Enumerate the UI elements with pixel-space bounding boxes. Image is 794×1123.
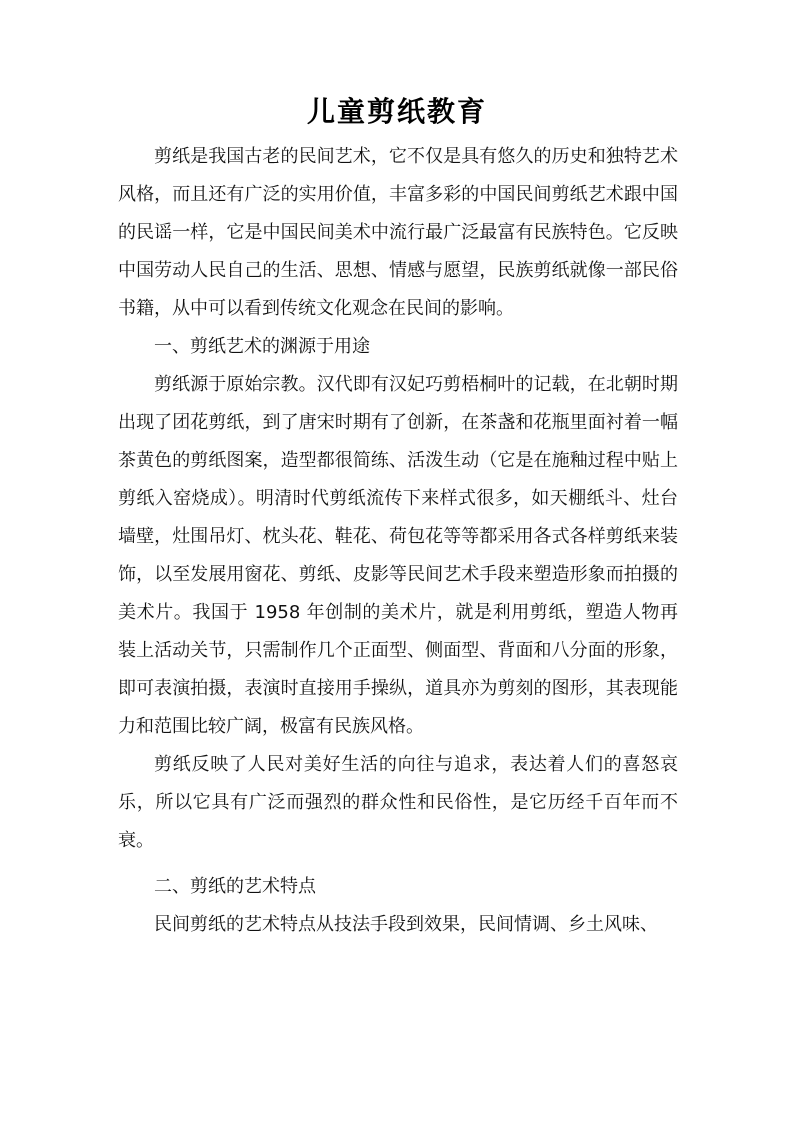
significance-paragraph: 剪纸反映了人民对美好生活的向往与追求，表达着人们的喜怒哀乐，所以它具有广泛而强烈的群众性和民俗性，是它历经千百年而不衰。 xyxy=(118,754,678,851)
document-body xyxy=(118,138,678,944)
section-heading-origin: 一、剪纸艺术的渊源于用途 xyxy=(154,336,370,357)
origin-paragraph: 剪纸源于原始宗教。汉代即有汉妃巧剪梧桐叶的记载，在北朝时期出现了团花剪纸，到了唐宋时期有了创新，在茶盏和花瓶里面衬着一幅茶黄色的剪纸图案，造型都很简练、活泼生动（它是在施釉过程中贴上剪纸入窑烧成）。明清时代剪纸流传下来样式很多，如天棚纸斗、灶台墙壁，灶围吊灯、枕头花、鞋花、荷包花等等都采用各式各样剪纸来装饰，以至发展用窗花、剪纸、皮影等民间艺术手段来塑造形象而拍摄的美术片。我国于 1958 年创制的美术片，就是利用剪纸，塑造人物再装上活动关节，只需制作几个正面型、侧面型、背面和八分面的形象，即可表演拍摄，表演时直接用手操纵，道具亦为剪刻的图形，其表现能力和范围比较广阔，极富有民族风格。 xyxy=(118,374,678,737)
paragraph-spacer xyxy=(118,860,678,868)
section-heading-features: 二、剪纸的艺术特点 xyxy=(154,876,316,897)
intro-paragraph: 剪纸是我国古老的民间艺术，它不仅是具有悠久的历史和独特艺术风格，而且还有广泛的实用价值，丰富多彩的中国民间剪纸艺术跟中国的民谣一样，它是中国民间美术中流行最广泛最富有民族特色。它反映中国劳动人民自己的生活、思想、情感与愿望，民族剪纸就像一部民俗书籍，从中可以看到传统文化观念在民间的影响。 xyxy=(118,146,678,319)
features-paragraph: 民间剪纸的艺术特点从技法手段到效果，民间情调、乡土风味、 xyxy=(154,914,658,935)
page-title: 儿童剪纸教育 xyxy=(306,95,487,128)
